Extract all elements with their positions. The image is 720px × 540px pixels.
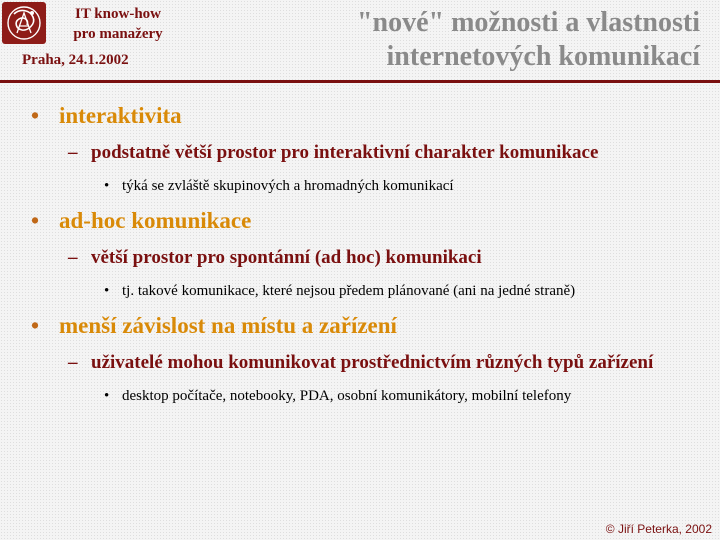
bullet-text: ad-hoc komunikace xyxy=(59,208,252,233)
sub-bullet xyxy=(0,350,720,376)
sub-bullet xyxy=(0,140,720,166)
dash-marker: – xyxy=(68,247,78,268)
sub-bullet-text: uživatelé mohou komunikovat prostřednictvím různých typů zařízení xyxy=(91,352,654,373)
sub-bullet-text: větší prostor pro spontánní (ad hoc) komunikaci xyxy=(91,247,482,268)
detail-bullet xyxy=(0,280,720,302)
detail-bullet xyxy=(0,385,720,407)
bullet-zavislost xyxy=(0,312,720,340)
detail-bullet xyxy=(0,175,720,197)
slide-title xyxy=(220,6,700,74)
dash-marker: – xyxy=(68,352,78,373)
sub-bullet xyxy=(0,245,720,271)
detail-marker: • xyxy=(104,178,110,194)
bullet-marker: • xyxy=(31,103,40,128)
monogram-logo-icon xyxy=(2,2,46,44)
bullet-interaktivita xyxy=(0,102,720,130)
bullet-marker: • xyxy=(31,208,40,233)
header-divider xyxy=(0,80,720,83)
bullet-marker: • xyxy=(31,313,40,338)
slide-date: Praha, 24.1.2002 xyxy=(22,52,129,68)
slide-content xyxy=(0,102,720,417)
course-line-1: IT know-how xyxy=(74,6,161,22)
detail-text: týká se zvláště skupinových a hromadných komunikací xyxy=(122,178,454,194)
detail-text: desktop počítače, notebooky, PDA, osobní komunikátory, mobilní telefony xyxy=(122,388,572,404)
bullet-text: menší závislost na místu a zařízení xyxy=(59,313,397,338)
bullet-text: interaktivita xyxy=(59,103,182,128)
copyright-footer: © Jiří Peterka, 2002 xyxy=(605,522,712,536)
course-name xyxy=(48,4,188,44)
detail-marker: • xyxy=(104,388,110,404)
bullet-ad-hoc xyxy=(0,207,720,235)
sub-bullet-text: podstatně větší prostor pro interaktivní charakter komunikace xyxy=(91,142,599,163)
slide-title-line-1: "nové" možnosti a vlastnosti xyxy=(357,7,700,38)
slide-title-line-2: internetových komunikací xyxy=(386,41,700,72)
dash-marker: – xyxy=(68,142,78,163)
detail-marker: • xyxy=(104,283,110,299)
detail-text: tj. takové komunikace, které nejsou předem plánované (ani na jedné straně) xyxy=(122,283,576,299)
course-line-2: pro manažery xyxy=(73,26,163,42)
